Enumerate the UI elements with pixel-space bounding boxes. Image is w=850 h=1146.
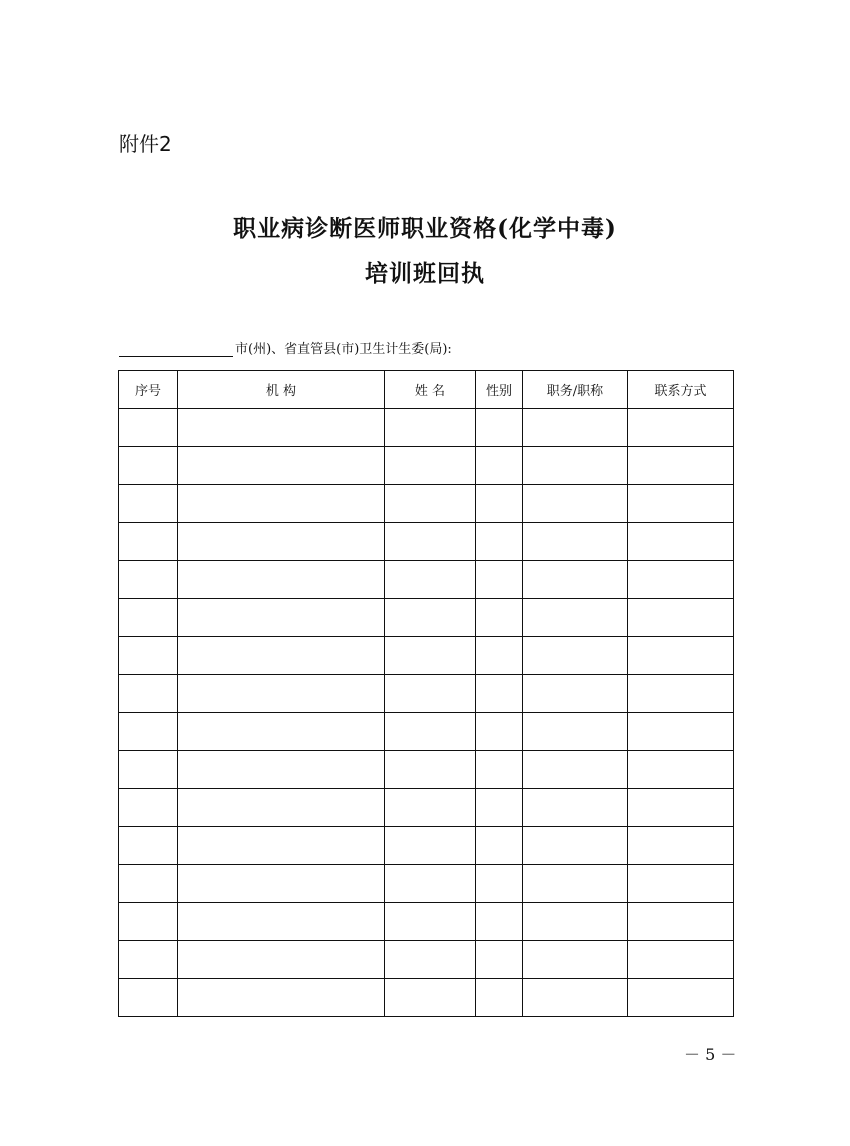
table-cell[interactable] [178,561,385,599]
table-cell[interactable] [178,485,385,523]
table-cell[interactable] [523,523,628,561]
header-contact: 联系方式 [628,371,734,409]
table-cell[interactable] [523,447,628,485]
document-title-line-1: 职业病诊断医师职业资格(化学中毒) [233,215,617,242]
table-cell[interactable] [476,941,523,979]
table-cell[interactable] [628,979,734,1017]
table-cell[interactable] [523,827,628,865]
table-cell[interactable] [628,447,734,485]
table-cell[interactable] [385,751,476,789]
table-row [119,789,734,827]
header-position-title: 职务/职称 [523,371,628,409]
table-cell[interactable] [178,637,385,675]
table-cell[interactable] [628,751,734,789]
table-row [119,409,734,447]
table-cell[interactable] [385,447,476,485]
table-cell[interactable] [523,789,628,827]
table-cell[interactable] [476,447,523,485]
table-cell[interactable] [628,713,734,751]
table-cell[interactable] [385,865,476,903]
table-cell[interactable] [385,979,476,1017]
table-cell[interactable] [523,599,628,637]
table-cell[interactable] [476,789,523,827]
table-cell[interactable] [119,865,178,903]
table-cell[interactable] [628,827,734,865]
table-row [119,523,734,561]
table-cell[interactable] [119,599,178,637]
table-cell[interactable] [476,979,523,1017]
page-number: － 5 － [684,1045,737,1064]
table-row [119,675,734,713]
fill-in-blank[interactable] [119,341,233,357]
table-cell[interactable] [178,523,385,561]
table-cell[interactable] [119,713,178,751]
table-cell[interactable] [476,409,523,447]
document-title-line-2: 培训班回执 [365,260,485,287]
table-row [119,561,734,599]
table-cell[interactable] [523,409,628,447]
table-cell[interactable] [385,599,476,637]
table-cell[interactable] [385,903,476,941]
table-cell[interactable] [178,409,385,447]
table-row [119,903,734,941]
table-cell[interactable] [476,523,523,561]
table-cell[interactable] [523,637,628,675]
table-cell[interactable] [119,561,178,599]
table-body [119,409,734,1017]
table-cell[interactable] [628,903,734,941]
table-cell[interactable] [119,637,178,675]
table-cell[interactable] [628,485,734,523]
table-cell[interactable] [178,599,385,637]
table-cell[interactable] [385,637,476,675]
table-cell[interactable] [628,675,734,713]
table-cell[interactable] [385,561,476,599]
table-cell[interactable] [523,751,628,789]
table-cell[interactable] [178,713,385,751]
table-cell[interactable] [628,561,734,599]
table-cell[interactable] [119,827,178,865]
table-cell[interactable] [119,903,178,941]
table-cell[interactable] [476,599,523,637]
table-cell[interactable] [385,713,476,751]
table-header-row [119,371,734,409]
table-row [119,979,734,1017]
table-cell[interactable] [523,485,628,523]
table-cell[interactable] [476,751,523,789]
attachment-label: 附件2 [119,132,172,156]
table-cell[interactable] [476,637,523,675]
table-row [119,447,734,485]
table-row [119,941,734,979]
table-cell[interactable] [628,599,734,637]
table-cell[interactable] [628,789,734,827]
table-cell[interactable] [119,789,178,827]
table-cell[interactable] [523,979,628,1017]
table-cell[interactable] [476,903,523,941]
table-row [119,713,734,751]
table-cell[interactable] [628,409,734,447]
table-cell[interactable] [178,979,385,1017]
table-cell[interactable] [119,485,178,523]
table-row [119,485,734,523]
table-cell[interactable] [628,637,734,675]
table-cell[interactable] [119,751,178,789]
header-seq: 序号 [119,371,178,409]
table-cell[interactable] [385,409,476,447]
table-cell[interactable] [628,523,734,561]
table-cell[interactable] [628,941,734,979]
table-cell[interactable] [119,409,178,447]
table-cell[interactable] [476,713,523,751]
table-cell[interactable] [119,979,178,1017]
table-row [119,751,734,789]
table-cell[interactable] [476,675,523,713]
table-cell[interactable] [523,941,628,979]
table-cell[interactable] [385,523,476,561]
table-cell[interactable] [178,675,385,713]
table-cell[interactable] [178,827,385,865]
table-cell[interactable] [523,713,628,751]
table-cell[interactable] [178,789,385,827]
table-cell[interactable] [178,865,385,903]
table-cell[interactable] [476,865,523,903]
table-cell[interactable] [385,827,476,865]
table-cell[interactable] [523,561,628,599]
intro-text: 市(州)、省直管县(市)卫生计生委(局): [235,342,452,357]
table-cell[interactable] [178,447,385,485]
table-cell[interactable] [119,941,178,979]
header-gender: 性别 [476,371,523,409]
table-cell[interactable] [385,941,476,979]
table-cell[interactable] [476,561,523,599]
table-cell[interactable] [523,865,628,903]
table-cell[interactable] [385,789,476,827]
table-row [119,865,734,903]
table-cell[interactable] [178,903,385,941]
table-row [119,599,734,637]
table-cell[interactable] [119,523,178,561]
table-cell[interactable] [476,827,523,865]
header-name: 姓 名 [385,371,476,409]
intro-line [119,338,452,357]
table-cell[interactable] [385,485,476,523]
table-cell[interactable] [628,865,734,903]
table-cell[interactable] [476,485,523,523]
header-institution: 机 构 [178,371,385,409]
table-cell[interactable] [523,903,628,941]
table-cell[interactable] [523,675,628,713]
table-cell[interactable] [119,675,178,713]
table-row [119,827,734,865]
table-cell[interactable] [178,751,385,789]
table-row [119,637,734,675]
table-cell[interactable] [385,675,476,713]
table-cell[interactable] [119,447,178,485]
table-cell[interactable] [178,941,385,979]
registration-table [118,370,734,1017]
